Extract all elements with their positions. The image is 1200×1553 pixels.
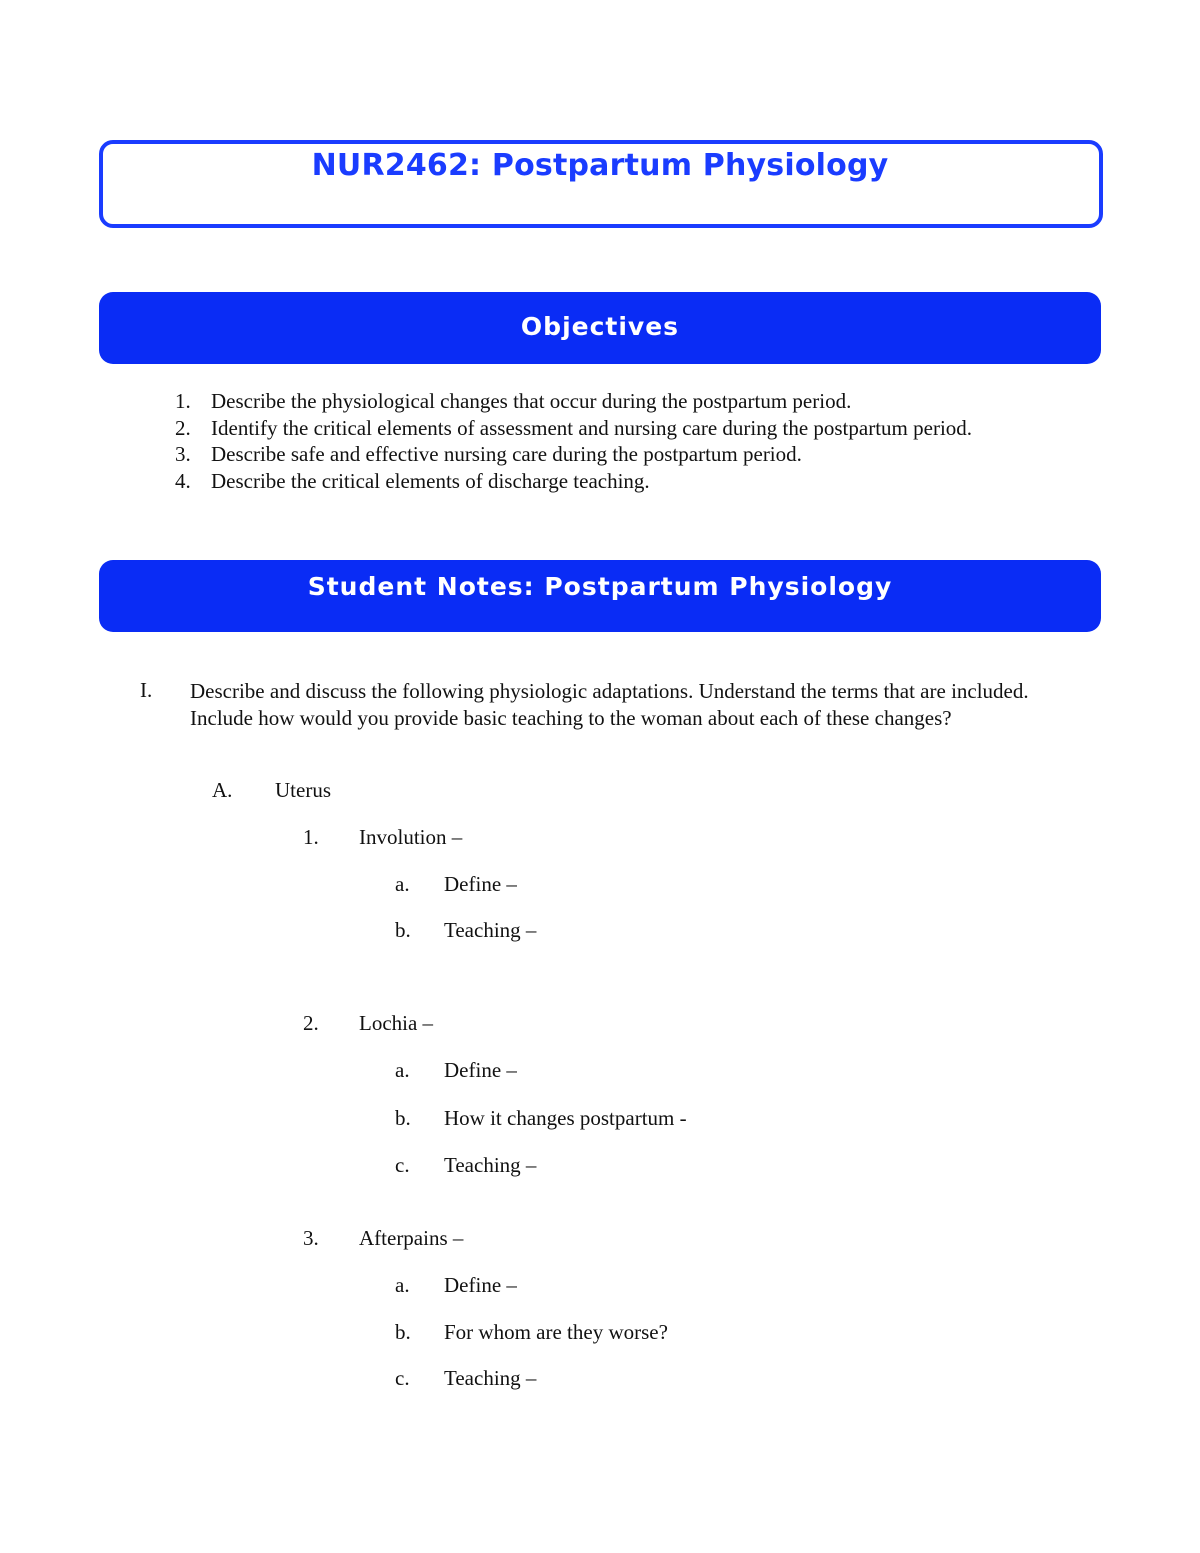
item-text: For whom are they worse?	[444, 1320, 668, 1344]
list-item	[0, 441, 1011, 468]
item-letter: c.	[395, 1153, 410, 1177]
document-title: NUR2462: Postpartum Physiology	[311, 148, 889, 183]
objectives-heading: Objectives	[520, 312, 680, 341]
list-item-text: Describe the critical elements of discharge teaching.	[211, 468, 650, 493]
item-letter: b.	[395, 1320, 411, 1344]
topic-number: 3.	[303, 1226, 319, 1250]
item-letter: b.	[395, 1106, 411, 1130]
item-text: Teaching –	[444, 1153, 537, 1177]
item-text: Define –	[444, 1058, 517, 1082]
item-text: Teaching –	[444, 1366, 537, 1390]
item-letter: c.	[395, 1366, 410, 1390]
topic-title: Lochia –	[359, 1011, 434, 1035]
objectives-list	[0, 388, 1200, 494]
item-letter: a.	[395, 1273, 410, 1297]
student-notes-heading: Student Notes: Postpartum Physiology	[307, 572, 893, 601]
item-letter: a.	[395, 1058, 410, 1082]
list-item	[0, 468, 1011, 495]
item-text: Define –	[444, 872, 517, 896]
item-letter: a.	[395, 872, 410, 896]
item-text: How it changes postpartum -	[444, 1106, 687, 1130]
list-item-text: Describe the physiological changes that occur during the postpartum period.	[211, 389, 852, 413]
list-item	[0, 388, 1011, 415]
section-number: I.	[140, 678, 153, 702]
topic-number: 1.	[303, 825, 319, 849]
subsection-letter: A.	[212, 778, 233, 802]
item-letter: b.	[395, 918, 411, 942]
list-item-text: Identify the critical elements of assessment and nursing care during the postpartum period.	[211, 415, 973, 440]
list-item	[0, 415, 1001, 442]
subsection-title: Uterus	[275, 778, 331, 802]
topic-title: Afterpains –	[359, 1226, 464, 1250]
list-item-number: 2.	[175, 415, 191, 440]
list-item-number: 4.	[175, 468, 191, 493]
topic-number: 2.	[303, 1011, 319, 1035]
list-item-text: Describe safe and effective nursing care during the postpartum period.	[211, 442, 802, 466]
list-item-number: 3.	[175, 442, 191, 466]
list-item-number: 1.	[175, 389, 191, 413]
topic-title: Involution –	[359, 825, 463, 849]
item-text: Teaching –	[444, 918, 537, 942]
section-text: Describe and discuss the following physiologic adaptations. Understand the terms that are included. Include how would you provide basic teaching to the woman about each of these changes?	[190, 679, 1029, 730]
item-text: Define –	[444, 1273, 517, 1297]
